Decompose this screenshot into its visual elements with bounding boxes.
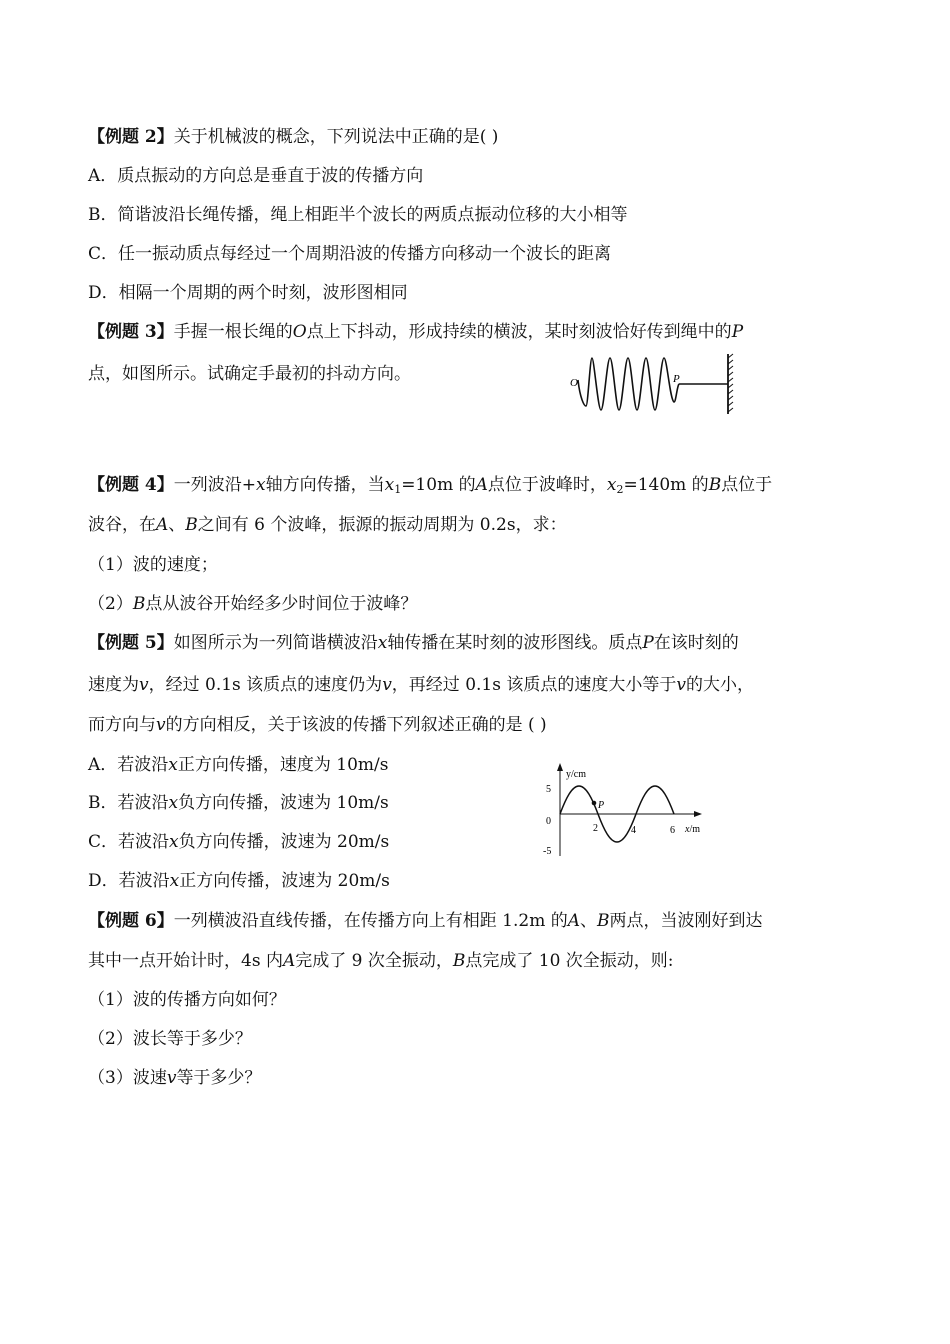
ex5-var-v3: v: [676, 675, 686, 695]
wave-graph-tick-x2: 2: [593, 823, 598, 834]
ex6-var-b2: B: [452, 951, 466, 971]
ex4-text-1f: 点位于: [721, 475, 773, 495]
wave-graph-tick-yneg5: -5: [543, 846, 552, 857]
ex4-line1: [88, 473, 772, 502]
ex5-option-d: [88, 869, 390, 893]
ex4-text-2a: 波谷，在: [88, 515, 156, 535]
ex5-option-c-post: 负方向传播，波速为 20m/s: [178, 832, 390, 852]
ex6-text-2b: 完成了 9 次全振动，: [295, 951, 453, 971]
ex5-option-b-pre: B．若波沿: [88, 793, 169, 813]
wave-graph-y-arrow: [557, 763, 563, 771]
ex3-line2: 点，如图所示。试确定手最初的抖动方向。: [88, 364, 411, 384]
wave-graph-tick-x6: 6: [670, 825, 675, 836]
ex6-question-2: （2）波长等于多少？: [88, 1029, 252, 1049]
ex4-var-b2: B: [185, 515, 198, 535]
ex3-text-1a: 手握一根长绳的: [173, 322, 293, 342]
ex5-option-a-pre: A．若波沿: [88, 755, 169, 775]
ex2-option-c: C．任一振动质点每经过一个周期沿波的传播方向移动一个波长的距离: [88, 244, 612, 264]
ex2-option-d: D．相隔一个周期的两个时刻，波形图相同: [88, 283, 408, 303]
wave-graph-label-p: P: [598, 800, 605, 811]
ex6-text-1a: 一列横波沿直线传播，在传播方向上有相距 1.2m 的: [173, 911, 568, 931]
ex5-text-2a: 速度为: [88, 675, 139, 695]
wave-graph-x-arrow: [694, 811, 702, 817]
wave-graph-tick-x4: 4: [631, 825, 636, 836]
ex5-option-b-var: x: [168, 793, 179, 813]
ex6-question-1: （1）波的传播方向如何？: [88, 990, 286, 1010]
ex4-text-1c: =10m 的: [401, 475, 476, 495]
ex5-option-d-var: x: [169, 871, 180, 891]
rope-wave-curve: [578, 358, 679, 410]
ex5-var-v2: v: [382, 675, 392, 695]
ex3-var-p: P: [731, 322, 744, 342]
wave-graph-x-label-unit: /m: [689, 824, 701, 835]
ex4-text-1b: 轴方向传播，当: [265, 475, 385, 495]
ex4-sub-1: 1: [394, 483, 402, 496]
ex6-text-2a: 其中一点开始计时，4s 内: [88, 951, 283, 971]
ex4-text-1e: =140m 的: [623, 475, 709, 495]
ex5-option-b-post: 负方向传播，波速为 10m/s: [178, 793, 389, 813]
ex5-text-3b: 的方向相反，关于该波的传播下列叙述正确的是 ( ): [165, 715, 547, 735]
ex2-stem-text: 关于机械波的概念，下列说法中正确的是( ): [173, 127, 499, 147]
rope-label-o: O: [570, 377, 578, 389]
ex5-var-p: P: [642, 633, 654, 653]
ex2-option-b: B．简谐波沿长绳传播，绳上相距半个波长的两质点振动位移的大小相等: [88, 205, 628, 225]
ex4-var-x1: x: [384, 475, 395, 495]
ex5-option-a-var: x: [168, 755, 178, 775]
ex4-question-2: [88, 592, 417, 616]
ex6-var-a2: A: [282, 951, 296, 971]
ex4-var-x: x: [256, 475, 266, 495]
ex6-var-a: A: [567, 911, 580, 931]
ex4-var-b: B: [708, 475, 722, 495]
ex4-line2: [88, 513, 567, 537]
ex5-var-v4: v: [156, 715, 166, 735]
ex6-q3-text: 等于多少？: [176, 1068, 262, 1088]
wave-graph-figure: [530, 760, 710, 860]
ex3-line1: [88, 320, 743, 344]
ex4-text-1a: 一列波沿+: [173, 475, 256, 495]
ex5-text-3a: 而方向与: [88, 715, 156, 735]
ex5-option-a-post: 正方向传播，速度为 10m/s: [177, 755, 389, 775]
ex4-var-x2: x: [606, 475, 617, 495]
ex5-line1: [88, 631, 739, 655]
ex4-var-a: A: [475, 475, 488, 495]
ex4-text-2c: 之间有 6 个波峰，振源的振动周期为 0.2s，求：: [197, 515, 567, 535]
rope-label-p: P: [673, 373, 680, 385]
ex5-option-b: [88, 791, 389, 815]
wave-graph-tick-y0: 0: [546, 816, 551, 827]
ex4-text-2b: 、: [168, 515, 186, 535]
ex5-text-2c: ，再经过 0.1s 该质点的速度大小等于: [391, 675, 677, 695]
ex2-option-a: A．质点振动的方向总是垂直于波的传播方向: [88, 166, 424, 186]
ex4-var-a2: A: [156, 515, 169, 535]
ex4-question-1: （1）波的速度；: [88, 555, 218, 575]
ex4-sub-2: 2: [616, 483, 624, 496]
ex6-var-b: B: [597, 911, 610, 931]
ex5-option-c-var: x: [169, 832, 179, 852]
ex4-q2-text: 点从波谷开始经多少时间位于波峰？: [145, 594, 418, 614]
ex5-text-2b: ，经过 0.1s 该质点的速度仍为: [148, 675, 383, 695]
ex2-tag: 【例题 2】: [88, 127, 174, 147]
rope-wave-figure: [566, 350, 746, 420]
ex5-option-d-post: 正方向传播，波速为 20m/s: [179, 871, 390, 891]
ex2-stem: [88, 125, 498, 149]
ex5-text-1c: 在该时刻的: [653, 633, 739, 653]
wave-graph-x-label-var: x: [685, 824, 690, 835]
wave-graph-tick-y5: 5: [546, 784, 551, 795]
ex4-q2-prefix: （2）: [88, 594, 133, 614]
wave-graph-x-label: [684, 824, 700, 835]
ex3-text-1b: 点上下抖动，形成持续的横波，某时刻波恰好传到绳中的: [306, 322, 732, 342]
ex5-text-2d: 的大小，: [685, 675, 754, 695]
ex6-text-1b: 、: [580, 911, 597, 931]
ex5-line3: [88, 713, 547, 737]
ex3-tag: 【例题 3】: [88, 322, 174, 342]
ex5-option-c: [88, 830, 389, 854]
wave-graph-y-label: y/cm: [566, 769, 586, 780]
ex6-text-1c: 两点，当波刚好到达: [609, 911, 763, 931]
ex5-line2: [88, 673, 754, 697]
ex6-question-3: [88, 1066, 261, 1090]
ex5-var-x: x: [377, 633, 388, 653]
ex4-q2-var-b: B: [132, 594, 146, 614]
ex6-q3-prefix: （3）波速: [88, 1068, 167, 1088]
ex6-text-2c: 点完成了 10 次全振动，则:: [465, 951, 674, 971]
ex3-var-o: O: [292, 322, 307, 342]
wave-graph-point-p: [592, 801, 597, 806]
ex5-option-a: [88, 753, 388, 777]
ex6-line2: [88, 949, 674, 973]
ex5-tag: 【例题 5】: [88, 633, 174, 653]
ex6-tag: 【例题 6】: [88, 911, 174, 931]
ex5-text-1b: 轴传播在某时刻的波形图线。质点: [387, 633, 643, 653]
ex5-text-1a: 如图所示为一列简谐横波沿: [173, 633, 378, 653]
ex4-tag: 【例题 4】: [88, 475, 174, 495]
ex5-option-d-pre: D．若波沿: [88, 871, 170, 891]
ex6-line1: [88, 909, 763, 933]
ex6-q3-var-v: v: [166, 1068, 177, 1088]
ex5-var-v1: v: [139, 675, 149, 695]
ex5-option-c-pre: C．若波沿: [88, 832, 170, 852]
ex4-text-1d: 点位于波峰时，: [487, 475, 607, 495]
